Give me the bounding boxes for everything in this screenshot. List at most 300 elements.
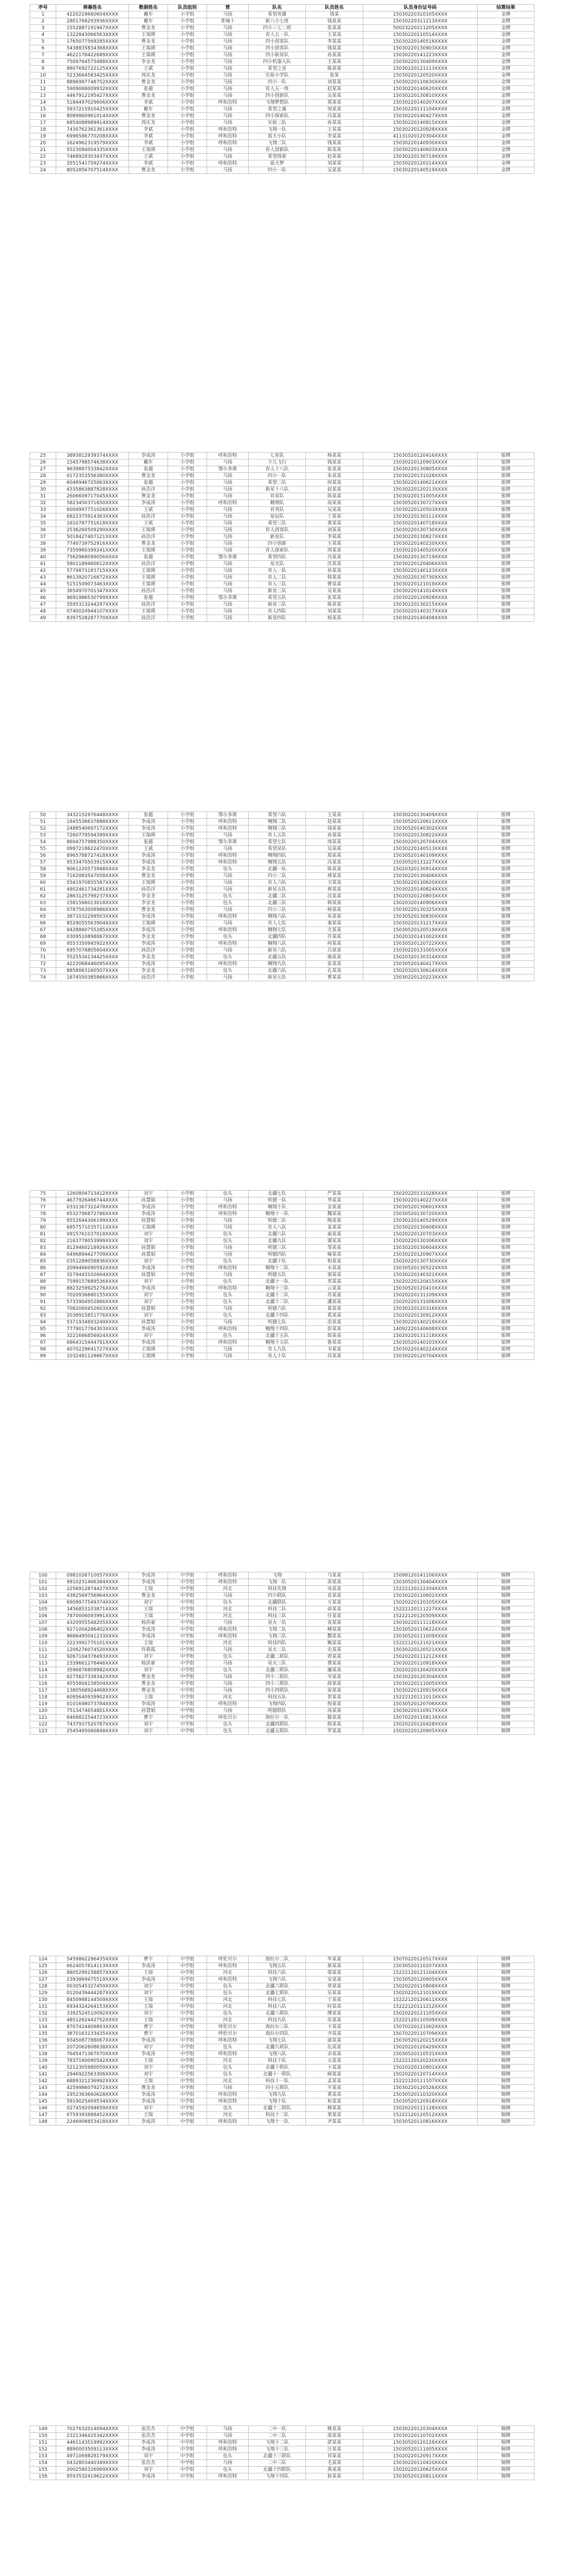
camp: 呼和浩特	[207, 914, 249, 920]
data-name-cell: 王瑞	[129, 2004, 168, 2010]
member-name: 陈某某	[306, 147, 363, 154]
entry-id: 7027632014094XXXX	[56, 2426, 129, 2433]
team-name: 希望七队	[249, 839, 306, 846]
result: 铜牌	[478, 2473, 534, 2480]
result: 银牌	[478, 1312, 534, 1319]
group: 小学组	[168, 534, 207, 541]
table-row	[30, 1701, 534, 1708]
row-index: 114	[30, 1667, 56, 1674]
group: 中学组	[168, 1613, 207, 1620]
member-name: 苗某某	[306, 1579, 363, 1586]
camp: 马扬	[207, 66, 249, 72]
camp: 包头	[207, 1654, 249, 1660]
id-number: 15030520110207XXXX	[363, 1963, 478, 1970]
row-index: 58	[30, 866, 56, 873]
row-index: 124	[30, 1956, 56, 1963]
table-row	[30, 527, 534, 534]
data-name-cell: 王瑞瑛	[129, 547, 168, 554]
row-index: 51	[30, 819, 56, 826]
id-number: 15030220130406XXXX	[363, 873, 478, 880]
entry-id: 4070229641727XXXX	[56, 1346, 129, 1353]
result: 银牌	[478, 568, 534, 574]
entry-id: 7430762361361XXXX	[56, 127, 129, 133]
group: 小学组	[168, 147, 207, 154]
member-name: 冯某某	[306, 554, 363, 561]
entry-id: 6532796872786XXXX	[56, 1211, 129, 1218]
team-name: 育人五一班	[249, 86, 306, 93]
row-index: 85	[30, 1258, 56, 1265]
member-name: 曹某某	[306, 974, 363, 981]
data-name-cell: 周庆龙	[129, 120, 168, 127]
id-number: 15030220120907XXXX	[363, 1252, 478, 1258]
table-row	[30, 39, 534, 45]
id-number: 15020220120428XXXX	[363, 1721, 478, 1728]
result: 银牌	[478, 1218, 534, 1224]
group: 小学组	[168, 486, 207, 493]
team-name: 北疆九联队	[249, 2044, 306, 2051]
table-row	[30, 1687, 534, 1694]
result: 银牌	[478, 1211, 534, 1218]
group: 小学组	[168, 1231, 207, 1238]
id-number: 15222120110509XXXX	[363, 2017, 478, 2024]
group: 中学组	[168, 1599, 207, 1606]
table-row	[30, 1265, 534, 1272]
table-body	[30, 812, 534, 981]
result: 铜牌	[478, 2440, 534, 2446]
group: 小学组	[168, 1191, 207, 1197]
row-index: 17	[30, 120, 56, 127]
entry-id: 3870163133435XXXX	[56, 2031, 129, 2037]
result: 银牌	[478, 1292, 534, 1299]
row-index: 106	[30, 1613, 56, 1620]
table-row	[30, 507, 534, 514]
camp: 呼和浩特	[207, 853, 249, 859]
camp: 马扬	[207, 1272, 249, 1279]
data-name-cell: 曹金龙	[129, 2085, 168, 2092]
entry-id: 2321346425342XXXX	[56, 2433, 129, 2440]
id-number: 15030220140321XXXX	[363, 1272, 478, 1279]
id-number: 15020220120703XXXX	[363, 1231, 478, 1238]
block-6	[30, 1956, 534, 2125]
member-name: 彭某某	[306, 1326, 363, 1333]
member-name: 冯某某	[306, 113, 363, 120]
id-number: 14092220140608XXXX	[363, 1326, 478, 1333]
team-name: 新星二队	[249, 588, 306, 595]
id-number: 15030220141223XXXX	[363, 52, 478, 59]
row-index: 7	[30, 52, 56, 59]
data-name-cell: 孙浩洋	[129, 588, 168, 595]
result: 银牌	[478, 480, 534, 486]
data-name-cell: 李斌	[129, 99, 168, 106]
team-name: 北疆五联队	[249, 1728, 306, 1735]
member-name: 曹某某	[306, 581, 363, 588]
data-name-cell: 李成涛	[129, 927, 168, 934]
camp: 呼和浩特	[207, 2440, 249, 2446]
group: 中学组	[168, 1977, 207, 1983]
group: 小学组	[168, 886, 207, 893]
group: 小学组	[168, 1299, 207, 1306]
member-name: 花某某	[306, 1593, 363, 1599]
data-name-cell: 王斌	[129, 154, 168, 160]
id-number: 15030520130727XXXX	[363, 500, 478, 507]
id-number: 15030220130215XXXX	[363, 602, 478, 608]
camp: 马扬	[207, 493, 249, 500]
entry-id: 5184497029606XXXX	[56, 99, 129, 106]
row-index: 61	[30, 886, 56, 893]
id-number: 15030220140317XXXX	[363, 608, 478, 615]
id-number: 15030220140123XXXX	[363, 568, 478, 574]
table-row	[30, 1319, 534, 1326]
entry-id: 5233664583425XXXX	[56, 72, 129, 79]
entry-id: 0997218622470XXXX	[56, 846, 129, 853]
row-index: 146	[30, 2105, 56, 2112]
team-name: 希望三队	[249, 520, 306, 527]
row-index: 50	[30, 812, 56, 819]
camp: 包头	[207, 1191, 249, 1197]
row-index: 67	[30, 927, 56, 934]
table-row	[30, 541, 534, 547]
camp: 包头	[207, 1299, 249, 1306]
id-number: 15030220140219XXXX	[363, 1319, 478, 1326]
team-name: 飞翔一队	[249, 127, 306, 133]
result: 铜牌	[478, 1721, 534, 1728]
member-name: 金某某	[306, 1204, 363, 1211]
data-name-cell: 刘宇	[129, 2071, 168, 2078]
entry-id: 7162083547058XXXX	[56, 873, 129, 880]
table-row	[30, 1660, 534, 1667]
group: 小学组	[168, 907, 207, 914]
result: 铜牌	[478, 2119, 534, 2125]
member-name: 元某某	[306, 2058, 363, 2065]
team-name: 翱翔三队	[249, 826, 306, 832]
entry-id: 5525534134425XXXX	[56, 954, 129, 961]
member-name: 沈某某	[306, 893, 363, 900]
member-name: 孙某某	[306, 52, 363, 59]
id-number: 15030220120704XXXX	[363, 839, 478, 846]
entry-id: 5801189460612XXXX	[56, 561, 129, 568]
member-name: 韩某某	[306, 574, 363, 581]
table-row	[30, 1640, 534, 1647]
entry-id: 9345087788067XXXX	[56, 2037, 129, 2044]
table-row	[30, 2017, 534, 2024]
member-name: 钱某某	[306, 140, 363, 147]
id-number: 41131020120304XXXX	[363, 133, 478, 140]
table-row	[30, 2058, 534, 2065]
member-name: 刘某某	[306, 527, 363, 534]
data-name-cell: 李成涛	[129, 500, 168, 507]
group: 小学组	[168, 1285, 207, 1292]
result: 银牌	[478, 1340, 534, 1346]
team-name: 四小四联队	[249, 1687, 306, 1694]
group: 中学组	[168, 1593, 207, 1599]
table-row	[30, 920, 534, 927]
camp: 马扬	[207, 1647, 249, 1654]
id-number: 15020220120714XXXX	[363, 2071, 478, 2078]
table-row	[30, 846, 534, 853]
result: 铜牌	[478, 2010, 534, 2017]
entry-id: 1874550385866XXXX	[56, 974, 129, 981]
entry-id: 2946922563306XXXX	[56, 2071, 129, 2078]
table-row	[30, 1728, 534, 1735]
team-name: 北疆三联队	[249, 1667, 306, 1674]
table-row	[30, 2105, 534, 2112]
group: 小学组	[168, 608, 207, 615]
camp: 马扬	[207, 154, 249, 160]
entry-id: 9061220573948XXXX	[56, 866, 129, 873]
row-index: 113	[30, 1660, 56, 1667]
entry-id: 8965788727418XXXX	[56, 853, 129, 859]
entry-id: 3551541759274XXXX	[56, 160, 129, 167]
row-index: 94	[30, 1319, 56, 1326]
member-name: 毛某某	[306, 2460, 363, 2467]
id-number: 15030520111009XXXX	[363, 1633, 478, 1640]
table-row	[30, 886, 534, 893]
id-number: 15020220120420XXXX	[363, 1667, 478, 1674]
table-row	[30, 160, 534, 167]
member-name: 郑某某	[306, 99, 363, 106]
group: 小学组	[168, 859, 207, 866]
team-name: 北疆十一队	[249, 1279, 306, 1285]
id-number: 15030520130720XXXX	[363, 1211, 478, 1218]
table-row	[30, 2044, 534, 2051]
id-number: 15222120111013XXXX	[363, 1694, 478, 1701]
camp: 包头	[207, 900, 249, 907]
team-name: 希望五队	[249, 595, 306, 602]
entry-id: 6854088989914XXXX	[56, 120, 129, 127]
row-index: 18	[30, 127, 56, 133]
entry-id: 2801768293936XXXX	[56, 18, 129, 25]
group: 中学组	[168, 2092, 207, 2098]
entry-id: 6857571035711XXXX	[56, 1224, 129, 1231]
group: 中学组	[168, 1660, 207, 1667]
entry-id: 5438835834368XXXX	[56, 45, 129, 52]
result: 银牌	[478, 859, 534, 866]
id-number: 15030520120611XXXX	[363, 819, 478, 826]
data-name-cell: 李成涛	[129, 1204, 168, 1211]
camp: 马扬	[207, 459, 249, 466]
id-number: 15070220110813XXXX	[363, 1715, 478, 1721]
table-row	[30, 615, 534, 622]
result: 铜牌	[478, 1715, 534, 1721]
group: 中学组	[168, 2017, 207, 2024]
table-row	[30, 500, 534, 507]
id-number: 15030220120521XXXX	[363, 1647, 478, 1654]
table-row	[30, 1647, 534, 1654]
table-row	[30, 1970, 534, 1977]
table-row	[30, 1245, 534, 1252]
result: 金牌	[478, 147, 534, 154]
result: 银牌	[478, 1252, 534, 1258]
row-index: 117	[30, 1687, 56, 1694]
member-name: 方某某	[306, 1599, 363, 1606]
team-name: 育人八队	[249, 1224, 306, 1231]
camp: 马扬	[207, 1319, 249, 1326]
id-number: 15030220130827XXXX	[363, 534, 478, 541]
row-index: 34	[30, 514, 56, 520]
entry-id: 9533470503915XXXX	[56, 859, 129, 866]
member-name: 滕某某	[306, 1715, 363, 1721]
row-index: 69	[30, 941, 56, 947]
row-index: 4	[30, 32, 56, 39]
camp: 鄂尔多斯	[207, 595, 249, 602]
result: 铜牌	[478, 1627, 534, 1633]
camp: 包头	[207, 1238, 249, 1245]
data-name-cell: 王瑞	[129, 2058, 168, 2065]
data-name-cell: 王瑞瑛	[129, 568, 168, 574]
camp: 包头	[207, 1721, 249, 1728]
data-name-cell: 戴年	[129, 459, 168, 466]
id-number: 15030220130719XXXX	[363, 554, 478, 561]
entry-id: 2863125799237XXXX	[56, 893, 129, 900]
table-body	[30, 1956, 534, 2125]
data-name-cell: 王瑞瑛	[129, 608, 168, 615]
group: 小学组	[168, 127, 207, 133]
entry-id: 4461143519992XXXX	[56, 2440, 129, 2446]
data-name-cell: 刘宇	[129, 2453, 168, 2460]
member-name: 孙某某	[306, 120, 363, 127]
team-name: 飞翔十四队	[249, 2473, 306, 2480]
result: 金牌	[478, 133, 534, 140]
entry-id: 2002580326069XXXX	[56, 2467, 129, 2473]
entry-id: 1845536637888XXXX	[56, 819, 129, 826]
entry-id: 5919025469534XXXX	[56, 2098, 129, 2105]
table-row	[30, 486, 534, 493]
entry-id: 5823450371650XXXX	[56, 500, 129, 507]
team-name: 飞翔十队	[249, 2098, 306, 2105]
entry-id: 5018427407121XXXX	[56, 534, 129, 541]
group: 小学组	[168, 473, 207, 480]
table-row	[30, 1586, 534, 1593]
table-row	[30, 2024, 534, 2031]
result: 银牌	[478, 493, 534, 500]
member-name: 吴某某	[306, 507, 363, 514]
team-name: 育人探索队	[249, 547, 306, 554]
id-number: 15030220140207XXXX	[363, 99, 478, 106]
camp: 马扬	[207, 602, 249, 608]
data-name-cell: 戴年	[129, 18, 168, 25]
team-name: 新星三队	[249, 602, 306, 608]
team-name: 四小三队	[249, 907, 306, 914]
table-row	[30, 2078, 534, 2085]
member-name: 孙某某	[306, 568, 363, 574]
row-index: 15	[30, 106, 56, 113]
id-number: 15030220120526XXXX	[363, 2085, 478, 2092]
id-number: 15030520120128XXXX	[363, 2440, 478, 2446]
team-name: 北疆五队	[249, 954, 306, 961]
id-number: 15030220130111XXXX	[363, 514, 478, 520]
entry-id: 3221666856924XXXX	[56, 1333, 129, 1340]
group: 中学组	[168, 1681, 207, 1687]
data-name-cell: 刘宇	[129, 1728, 168, 1735]
id-number: 15030520110320XXXX	[363, 2092, 478, 2098]
member-name: 王某某	[306, 812, 363, 819]
id-number: 15030520120811XXXX	[363, 2473, 478, 2480]
member-name: 昌某某	[306, 1353, 363, 1360]
group: 中学组	[168, 2119, 207, 2125]
row-index: 74	[30, 974, 56, 981]
team-name: 育英队	[249, 507, 306, 514]
table-row	[30, 1326, 534, 1333]
data-name-cell: 王瑞瑛	[129, 1346, 168, 1353]
row-index: 81	[30, 1231, 56, 1238]
group: 小学组	[168, 480, 207, 486]
member-name: 张某某	[306, 595, 363, 602]
camp: 呼和浩特	[207, 1627, 249, 1633]
member-name: 穆某某	[306, 2105, 363, 2112]
id-number: 15030220310105XXXX	[363, 11, 478, 18]
results-table-2	[30, 452, 534, 622]
result: 银牌	[478, 907, 534, 914]
entry-id: 5459862296435XXXX	[56, 1956, 129, 1963]
member-name: 卫某某	[306, 880, 363, 886]
result: 银牌	[478, 866, 534, 873]
team-name: 希望星队	[249, 846, 306, 853]
member-name: 奚某某	[306, 1312, 363, 1319]
group: 小学组	[168, 880, 207, 886]
id-number: 15030220120406XXXX	[363, 561, 478, 568]
member-name: 朱某某	[306, 473, 363, 480]
result: 银牌	[478, 1238, 534, 1245]
table-row	[30, 561, 534, 568]
id-number: 15030220140815XXXX	[363, 120, 478, 127]
team-name: 育人一队	[249, 568, 306, 574]
entry-id: 6095640939902XXXX	[56, 1694, 129, 1701]
entry-id: 1545798574638XXXX	[56, 459, 129, 466]
result: 金牌	[478, 79, 534, 86]
group: 小学组	[168, 920, 207, 927]
camp: 河北	[207, 2112, 249, 2119]
camp: 马扬	[207, 568, 249, 574]
data-name-cell: 王瑞瑛	[129, 32, 168, 39]
member-name: 皮某某	[306, 2017, 363, 2024]
table-row	[30, 1312, 534, 1319]
member-name: 贺某某	[306, 1694, 363, 1701]
data-name-cell: 曹金龙	[129, 167, 168, 174]
team-name: 飞翔十一队	[249, 2119, 306, 2125]
table-row	[30, 832, 534, 839]
results-table-4	[30, 1190, 534, 1360]
team-name: 科技七队	[249, 1997, 306, 2004]
group: 小学组	[168, 86, 207, 93]
team-name: 四小三联队	[249, 1681, 306, 1687]
member-name: 周某某	[306, 839, 363, 846]
result: 银牌	[478, 873, 534, 880]
entry-id: 6909977549374XXXX	[56, 1599, 129, 1606]
id-number: 15020220120429XXXX	[363, 2044, 478, 2051]
camp: 包头	[207, 2010, 249, 2017]
data-name-cell: 曹金龙	[129, 25, 168, 32]
camp: 马扬	[207, 907, 249, 914]
result: 金牌	[478, 39, 534, 45]
group: 中学组	[168, 1627, 207, 1633]
table-row	[30, 1272, 534, 1279]
result: 金牌	[478, 99, 534, 106]
row-index: 20	[30, 140, 56, 147]
entry-id: 6468822544723XXXX	[56, 1715, 129, 1721]
id-number: 15030220140529XXXX	[363, 1218, 478, 1224]
result: 铜牌	[478, 1613, 534, 1620]
camp: 马扬	[207, 1708, 249, 1715]
result: 铜牌	[478, 2065, 534, 2071]
group: 小学组	[168, 934, 207, 941]
team-name: 北疆十联队	[249, 2065, 306, 2071]
member-name: 唐某某	[306, 1654, 363, 1660]
id-number: 15020220131109XXXX	[363, 1292, 478, 1299]
entry-id: 4971069828179XXXX	[56, 2453, 129, 2460]
result: 银牌	[478, 453, 534, 459]
group: 小学组	[168, 59, 207, 66]
data-name-cell: 杨洪豪	[129, 1660, 168, 1667]
